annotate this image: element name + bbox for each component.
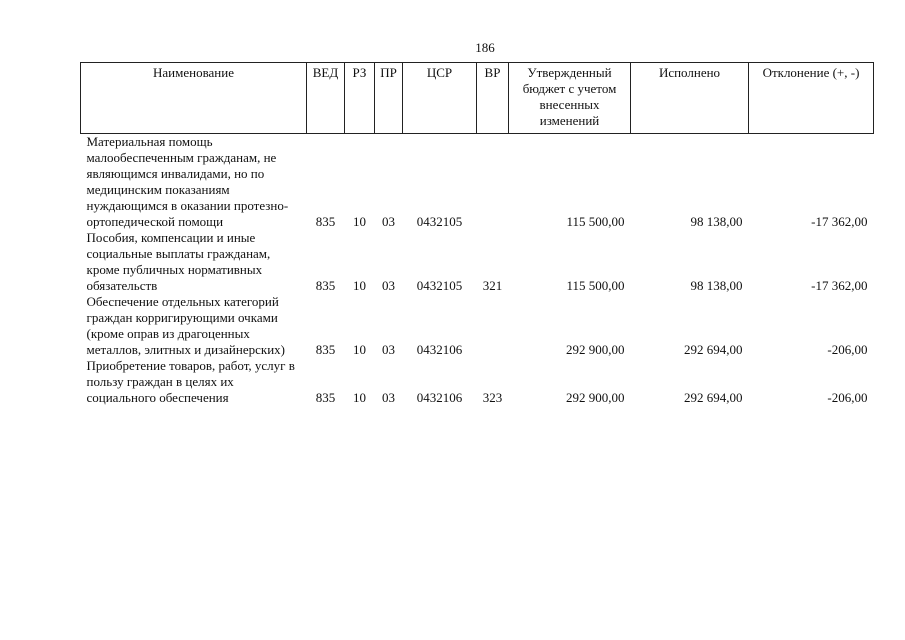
row-rz: 10 [353, 214, 366, 229]
row-executed: 98 138,00 [690, 214, 743, 229]
header-csr: ЦСР [403, 63, 477, 134]
row-vr [477, 294, 509, 358]
row-vr: 321 [482, 278, 503, 293]
row-ved: 835 [315, 278, 336, 293]
header-pr: ПР [375, 63, 403, 134]
table-row [81, 358, 874, 406]
row-rz: 10 [353, 342, 366, 357]
row-pr: 03 [382, 390, 395, 405]
row-name: Материальная помощь малообеспеченным гражданам, не являющимся инвалидами, но по медицинским показаниям нуждающимся в оказании протезно-ортопедической помощи [86, 134, 289, 229]
header-executed: Исполнено [631, 63, 749, 134]
table-header-row [81, 63, 874, 134]
row-rz: 10 [353, 390, 366, 405]
row-executed: 292 694,00 [684, 342, 743, 357]
header-rz: РЗ [345, 63, 375, 134]
row-csr: 0432106 [416, 342, 463, 357]
row-deviation: -17 362,00 [811, 278, 868, 293]
row-executed: 98 138,00 [690, 278, 743, 293]
header-approved: Утвержденный бюджет с учетом внесенных изменений [509, 63, 631, 134]
header-deviation: Отклонение (+, -) [749, 63, 874, 134]
row-pr: 03 [382, 214, 395, 229]
row-ved: 835 [315, 214, 336, 229]
row-approved: 115 500,00 [566, 214, 625, 229]
row-ved: 835 [315, 342, 336, 357]
row-rz: 10 [353, 278, 366, 293]
row-csr: 0432105 [416, 278, 463, 293]
header-name: Наименование [81, 63, 307, 134]
header-vr: ВР [477, 63, 509, 134]
row-csr: 0432105 [416, 214, 463, 229]
row-name: Приобретение товаров, работ, услуг в пользу граждан в целях их социального обеспечения [86, 358, 295, 405]
row-name: Обеспечение отдельных категорий граждан корригирующими очками (кроме оправ из драгоценных металлов, элитных и дизайнерских) [86, 294, 285, 357]
row-deviation: -206,00 [827, 342, 868, 357]
row-pr: 03 [382, 278, 395, 293]
row-ved: 835 [315, 390, 336, 405]
row-approved: 115 500,00 [566, 278, 625, 293]
row-vr: 323 [482, 390, 503, 405]
table-row [81, 294, 874, 358]
table-row [81, 134, 874, 231]
row-deviation: -17 362,00 [811, 214, 868, 229]
table-row [81, 230, 874, 294]
header-ved: ВЕД [307, 63, 345, 134]
row-approved: 292 900,00 [566, 342, 625, 357]
row-pr: 03 [382, 342, 395, 357]
row-approved: 292 900,00 [566, 390, 625, 405]
budget-table [80, 62, 874, 406]
row-name: Пособия, компенсации и иные социальные выплаты гражданам, кроме публичных нормативных обязательств [86, 230, 271, 293]
row-deviation: -206,00 [827, 390, 868, 405]
row-executed: 292 694,00 [684, 390, 743, 405]
row-csr: 0432106 [416, 390, 463, 405]
row-vr [477, 134, 509, 231]
page-number: 186 [475, 40, 495, 55]
